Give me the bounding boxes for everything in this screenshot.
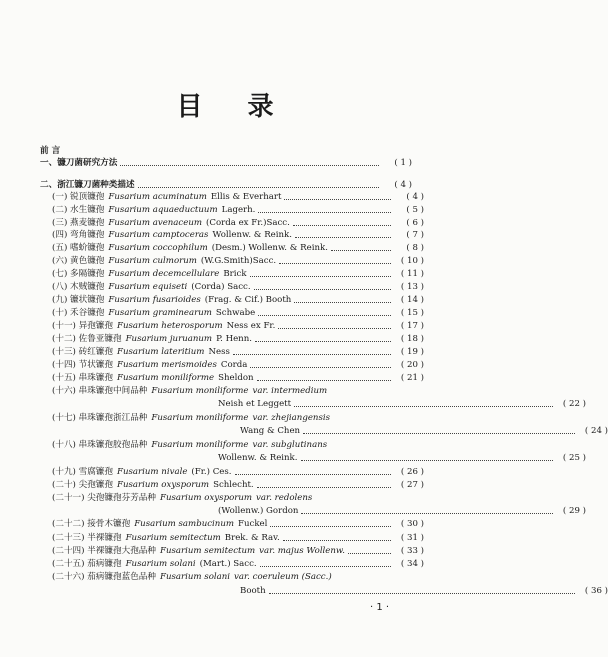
toc-entry-author: P. Henn. (216, 334, 252, 344)
toc-entry-page: ( 31 ) (400, 533, 424, 543)
toc-entry-author: Schwabe (215, 308, 256, 318)
toc-entry-label: (八) 木贼镰孢 (52, 282, 105, 292)
dot-leader (235, 474, 391, 475)
toc-entry-page: ( 21 ) (400, 373, 424, 383)
toc-entry-page: ( 30 ) (400, 519, 424, 529)
toc-entry-latin-name: Fusarium moniliforme (151, 413, 249, 423)
toc-entry (40, 191, 424, 204)
toc-entry-page: ( 20 ) (400, 360, 424, 370)
dot-leader (284, 199, 391, 200)
toc-entry-label: (十五) 串珠镰孢 (52, 373, 113, 383)
dot-leader (255, 341, 391, 342)
toc-entry (40, 532, 424, 545)
dot-leader (254, 289, 391, 290)
toc-entry-latin-name: Fusarium lateritium (117, 347, 205, 357)
toc-entry-author: Neish et Leggett (218, 399, 292, 409)
toc-entry-page: ( 14 ) (400, 295, 424, 305)
dot-leader (250, 367, 391, 368)
toc-entry-label: (十九) 雪腐镰孢 (52, 467, 113, 477)
toc-entry (40, 157, 412, 170)
toc-entry-latin-name: Fusarium nivale (117, 467, 188, 477)
toc-entry-page: ( 22 ) (562, 399, 586, 409)
toc-entry-author: Brick (223, 269, 247, 279)
toc-entry-page: ( 4 ) (394, 180, 412, 190)
toc-entry-author: (Wollenw.) Gordon (218, 506, 299, 516)
toc-entry-author: Sheldon (218, 373, 254, 383)
toc-entry (40, 333, 424, 346)
toc-entry (40, 505, 586, 518)
toc-entry-label: (十二) 佐鲁亚镰孢 (52, 334, 122, 344)
toc-entry-label: (十三) 砖红镰孢 (52, 347, 113, 357)
toc-entry-page: ( 36 ) (584, 586, 608, 596)
toc-entry-label: (二十) 尖孢镰孢 (52, 480, 113, 490)
toc-entry (40, 585, 608, 598)
toc-entry-label: (五) 嗜蚧镰孢 (52, 243, 105, 253)
toc-entry (40, 320, 424, 333)
toc-entry (40, 359, 424, 372)
dot-leader (295, 237, 391, 238)
toc-entry-author: Lagerh. (221, 205, 256, 215)
toc-entry-author: (W.G.Smith)Sacc. (200, 256, 277, 266)
toc-entry-label: (二十四) 半裸镰孢大孢品种 (52, 546, 156, 556)
toc-entry (40, 558, 424, 571)
toc-entry-label: (十) 禾谷镰孢 (52, 308, 105, 318)
dot-leader (257, 487, 391, 488)
toc-entry (40, 204, 424, 217)
toc-entry-label: (一) 锐顶镰孢 (52, 192, 105, 202)
toc-entry-author: Wollenw. & Reink. (212, 230, 292, 240)
toc-entry-latin-name: Fusarium sambucinum (134, 519, 235, 529)
toc-entry-page: ( 17 ) (400, 321, 424, 331)
toc-entry-author: Wollenw. & Reink. (218, 453, 298, 463)
toc-entry-label: (九) 镰状镰孢 (52, 295, 105, 305)
toc-entry-latin-name: Fusarium solani (125, 559, 196, 569)
toc-entry (40, 255, 424, 268)
toc-entry (40, 398, 586, 411)
toc-entry-latin-name: Fusarium moniliforme (151, 386, 249, 396)
toc-entry-author: (Fr.) Ces. (191, 467, 232, 477)
toc-entry-latin-name: Fusarium heterosporum (117, 321, 223, 331)
toc-entry-label: (二十一) 尖孢镰孢芬芳品种 (52, 493, 156, 503)
dot-leader (258, 212, 391, 213)
dot-leader (303, 433, 575, 434)
page-title: 目 录 (176, 92, 292, 122)
dot-leader (348, 553, 391, 554)
toc-entry-author: var. redolens (256, 493, 313, 503)
toc-entry-latin-name: Fusarium merismoides (117, 360, 217, 370)
dot-leader (138, 187, 379, 188)
toc-entry-label: (二十二) 接骨木镰孢 (52, 519, 131, 529)
toc-entry-author: (Desm.) Wollenw. & Reink. (211, 243, 328, 253)
toc-entry-author: var. zhejiangensis (252, 413, 331, 423)
toc-entry-author: Ellis & Everhart (210, 192, 282, 202)
toc-entry-latin-name: Fusarium oxysporum (159, 493, 253, 503)
toc-entry-latin-name: Fusarium semitectum (125, 533, 221, 543)
toc-entry-latin-name: Fusarium aquaeductuum (108, 205, 218, 215)
toc-entry (40, 372, 424, 385)
toc-entry (40, 492, 424, 505)
toc-entry-latin-name: Fusarium juruanum (125, 334, 213, 344)
toc-entry-label: (二) 水生镰孢 (52, 205, 105, 215)
toc-entry-latin-name: Fusarium equiseti (108, 282, 188, 292)
toc-entry-page: ( 24 ) (584, 426, 608, 436)
toc-entry-label: (二十六) 茄病镰孢蓝色品种 (52, 572, 156, 582)
toc-entry (40, 294, 424, 307)
dot-leader (301, 513, 553, 514)
toc-entry-label: (三) 燕麦镰孢 (52, 218, 105, 228)
toc-entry-page: ( 18 ) (400, 334, 424, 344)
dot-leader (278, 328, 391, 329)
toc-entry-page: ( 33 ) (400, 546, 424, 556)
toc-entry (40, 307, 424, 320)
toc-entry-page: ( 8 ) (406, 243, 424, 253)
dot-leader (257, 380, 391, 381)
toc-entry-page: ( 11 ) (400, 269, 424, 279)
toc-entry (40, 479, 424, 492)
toc-entry-author: var. coeruleum (Sacc.) (234, 572, 332, 582)
toc-entry-author: Corda (220, 360, 248, 370)
toc-entry-label: 二、浙江镰刀菌种类描述 (40, 180, 135, 190)
dot-leader (258, 315, 391, 316)
toc-entry-label: (七) 多隔镰孢 (52, 269, 105, 279)
toc-entry-latin-name: Fusarium graminearum (108, 308, 212, 318)
toc-entry-page: ( 7 ) (406, 230, 424, 240)
toc-entry-label: (十八) 串珠镰孢胶孢品种 (52, 440, 148, 450)
toc-entry-latin-name: Fusarium moniliforme (151, 440, 249, 450)
toc-entry-author: (Mart.) Sacc. (199, 559, 257, 569)
toc-entry-latin-name: Fusarium solani (159, 572, 231, 582)
toc-entry-page: ( 25 ) (562, 453, 586, 463)
toc-entry-label: (六) 黄色镰孢 (52, 256, 105, 266)
toc-entry-label: (四) 弯角镰孢 (52, 230, 105, 240)
toc-entry-page: ( 5 ) (406, 205, 424, 215)
dot-leader (279, 263, 391, 264)
toc-entry (40, 242, 424, 255)
toc-entry (40, 545, 424, 558)
toc-entry-label: (十七) 串珠镰孢浙江品种 (52, 413, 148, 423)
toc-entry-page: ( 19 ) (400, 347, 424, 357)
dot-leader (293, 225, 391, 226)
toc-entry-author: (Corda) Sacc. (191, 282, 251, 292)
toc-entry-label: (十一) 异孢镰孢 (52, 321, 113, 331)
dot-leader (301, 460, 554, 461)
toc-entry-label: 一、镰刀菌研究方法 (40, 158, 118, 168)
toc-entry (40, 385, 424, 398)
toc-entry-author: Booth (240, 586, 266, 596)
toc-entry (40, 346, 424, 359)
toc-entry-latin-name: Fusarium oxysporum (117, 480, 210, 490)
toc-entry-latin-name: Fusarium fusarioides (108, 295, 201, 305)
dot-leader (120, 165, 379, 166)
toc-entry-author: Wang & Chen (240, 426, 301, 436)
toc-entry-author: Fuckel (238, 519, 268, 529)
dot-leader (294, 406, 553, 407)
page-number: · 1 · (370, 602, 390, 613)
dot-leader (270, 526, 391, 527)
toc-entry-page: ( 34 ) (400, 559, 424, 569)
toc-entry-page: ( 10 ) (400, 256, 424, 266)
toc-entry-latin-name: Fusarium semitectum (159, 546, 256, 556)
toc-entry-label: (二十五) 茄病镰孢 (52, 559, 122, 569)
toc-entry (40, 518, 424, 531)
dot-leader (269, 593, 575, 594)
toc-entry (40, 268, 424, 281)
toc-entry-author: (Corda ex Fr.)Sacc. (206, 218, 290, 228)
toc-entry (40, 412, 424, 425)
toc-entry (40, 281, 424, 294)
toc-entry-latin-name: Fusarium camptoceras (108, 230, 209, 240)
toc-entry-page: ( 29 ) (562, 506, 586, 516)
toc-entry (40, 466, 424, 479)
toc-entry-latin-name: Fusarium acuminatum (108, 192, 207, 202)
toc-entry-author: Ness ex Fr. (226, 321, 276, 331)
dot-leader (250, 276, 391, 277)
toc-entry-author: (Frag. & Cif.) Booth (204, 295, 292, 305)
toc-entry-author: Schlecht. (213, 480, 254, 490)
toc-entry (40, 571, 424, 584)
toc-entry-latin-name: Fusarium coccophilum (108, 243, 208, 253)
toc-entry-page: ( 13 ) (400, 282, 424, 292)
toc-entry (40, 229, 424, 242)
toc-entry (40, 439, 424, 452)
toc-entry-page: ( 1 ) (394, 158, 412, 168)
dot-leader (260, 566, 391, 567)
toc-entry-page: ( 4 ) (406, 192, 424, 202)
toc-entry (40, 452, 586, 465)
toc-entry-label: (十六) 串珠镰孢中间品种 (52, 386, 148, 396)
toc-entry-author: var. intermedium (252, 386, 328, 396)
toc-entry-latin-name: Fusarium avenaceum (108, 218, 203, 228)
toc-entry-label: (十四) 节状镰孢 (52, 360, 113, 370)
toc-entry-page: ( 15 ) (400, 308, 424, 318)
toc-entry-page: ( 6 ) (406, 218, 424, 228)
toc-entry-label: 前 言 (40, 146, 61, 156)
dot-leader (233, 354, 391, 355)
dot-leader (283, 540, 391, 541)
toc-entry-latin-name: Fusarium decemcellulare (108, 269, 220, 279)
toc-entry-page: ( 27 ) (400, 480, 424, 490)
toc-entry-author: var. majus Wollenw. (259, 546, 345, 556)
toc-entry-latin-name: Fusarium culmorum (108, 256, 197, 266)
toc-entry (40, 425, 608, 438)
toc-entry-author: Ness (208, 347, 230, 357)
toc-entry-label: (二十三) 半裸镰孢 (52, 533, 122, 543)
dot-leader (294, 302, 391, 303)
toc-entry-author: Brek. & Rav. (224, 533, 280, 543)
toc-entry-latin-name: Fusarium moniliforme (117, 373, 215, 383)
dot-leader (331, 250, 391, 251)
toc-entry-author: var. subglutinans (252, 440, 328, 450)
toc-entry-page: ( 26 ) (400, 467, 424, 477)
